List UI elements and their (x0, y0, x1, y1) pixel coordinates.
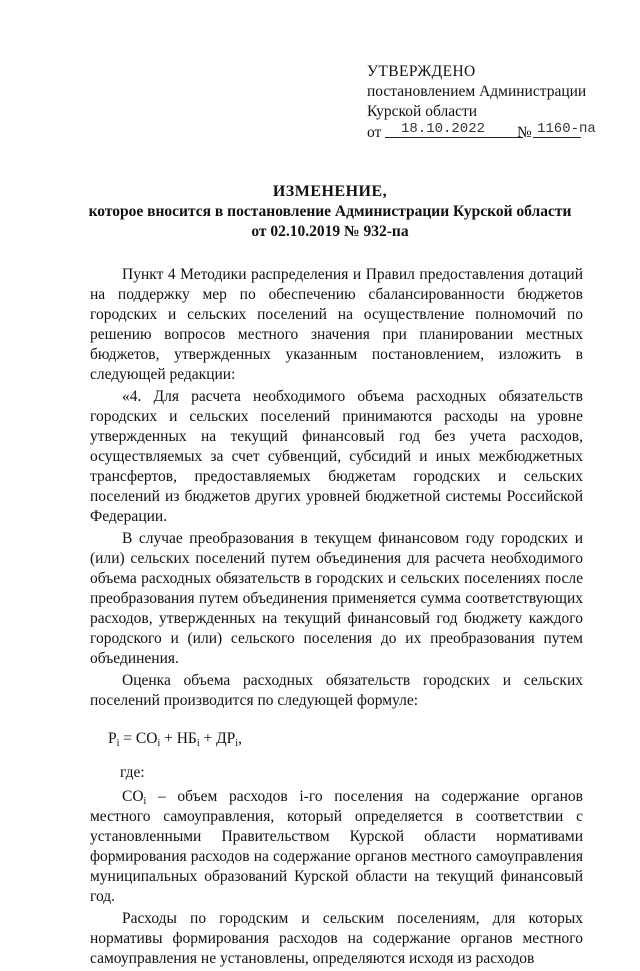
formula-where: где: (120, 764, 145, 781)
term-co-definition: – объем расходов i-го поселения на содержание органов местного самоуправления, который определяется в соответствии с установленными Правительством Курской области нормативами формирования расходов на содержание органов местного самоуправления муниципальных образований Курской области на текущий финансовый год. (90, 788, 583, 905)
formula: $P_i = CO_i + НБ_i + ДР_i$, (108, 730, 242, 749)
paragraph-3: В случае преобразования в текущем финансовом году городских и (или) сельских поселений путем объединения для расчета необходимого объема расходных обязательств в городских и сельских поселениях после преобразования путем объединения применяется сумма соответствующих расходов, утвержденных на текущий финансовый год бюджету каждого городского и (или) сельского поселения до их преобразования путем объединения. (90, 530, 583, 667)
paragraph-1: Пункт 4 Методики распределения и Правил предоставления дотаций на поддержку мер по обеспечению сбалансированности бюджетов городских и сельских поселений на осуществление полномочий по решению вопросов местного значения при планировании местных бюджетов, утвержденных указанным постановлением, изложить в следующей редакции: (90, 266, 583, 383)
approval-title: УТВЕРЖДЕНО (367, 63, 476, 80)
number-sign: № (517, 124, 532, 141)
approval-stamp (367, 62, 617, 144)
heading-reference: от 02.10.2019 № 932-па (251, 223, 409, 240)
paragraph-5: $CO_i$ – объем расходов i-го поселения на содержание органов местного самоуправления, который определяется в соответствии с установленными Правительством Курской области нормативами формирования расходов на содержание органов местного самоуправления муниципальных образований Курской области на текущий финансовый год. (90, 788, 583, 905)
approval-line-1: постановлением Администрации (367, 83, 587, 100)
approval-date: 18.10.2022 (400, 121, 485, 137)
document-body (90, 265, 583, 971)
paragraph-6: Расходы по городским и сельским поселениям, для которых нормативы формирования расходов на содержание органов местного самоуправления не установлены, определяются исходя из расходов (90, 910, 583, 967)
heading-title: ИЗМЕНЕНИЕ, (272, 183, 388, 200)
term-co: CO (122, 788, 144, 805)
paragraph-2: «4. Для расчета необходимого объема расходных обязательств городских и сельских поселений принимаются расходы на уровне утвержденных на текущий финансовый год без учета расходов, осуществляемых за счет субвенций, субсидий и иных межбюджетных трансфертов, предоставляемых бюджетам городских и сельских поселений из бюджетов других уровней бюджетной системы Российской Федерации. (90, 388, 583, 525)
date-prefix: от (367, 124, 382, 141)
approval-number: 1160-па (537, 121, 596, 137)
heading-subtitle: которое вносится в постановление Администрации Курской области (88, 203, 572, 220)
paragraph-4: Оценка объема расходных обязательств городских и сельских поселений производится по следующей формуле: (90, 672, 583, 709)
approval-date-row (367, 122, 617, 144)
approval-line-2: Курской области (367, 103, 478, 120)
document-heading (60, 182, 600, 242)
